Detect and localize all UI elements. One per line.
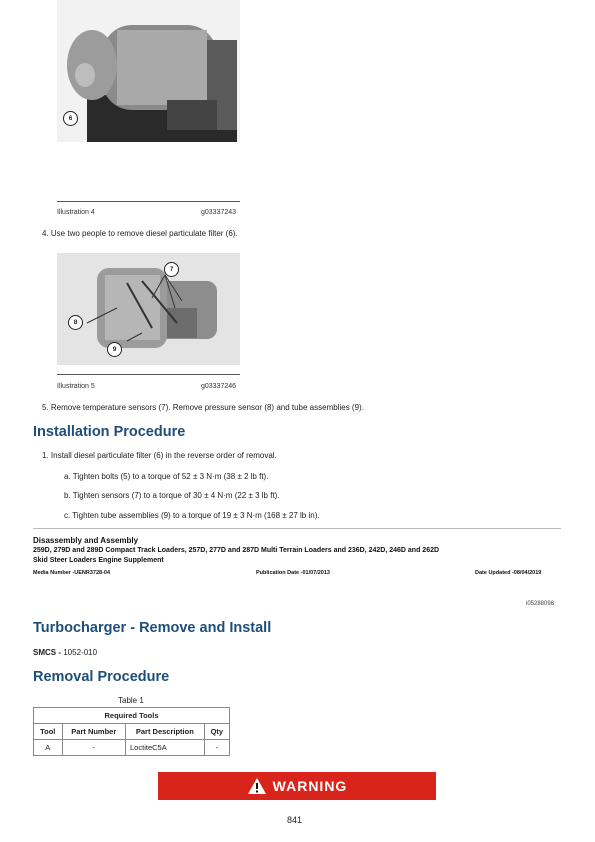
document-subtitle-1: 259D, 279D and 289D Compact Track Loaders, 257D, 277D and 287D Multi Terrain Loaders and 236D, 242D, 246D and 262D [33, 547, 440, 554]
illustration-4-label: Illustration 4 [57, 209, 95, 216]
media-number: Media Number -UENR3728-04 [33, 570, 111, 576]
illustration-4-image [57, 0, 240, 142]
publication-date: Publication Date -01/07/2013 [256, 570, 330, 576]
step-5: 5. Remove temperature sensors (7). Remove pressure sensor (8) and tube assemblies (9). [42, 403, 364, 412]
column-header-tool: Tool [34, 724, 63, 740]
column-header-part-description: Part Description [126, 724, 205, 740]
callout-8: 8 [68, 315, 83, 330]
column-header-part-number: Part Number [62, 724, 125, 740]
illustration-5-image [57, 253, 240, 365]
cell-tool: A [34, 740, 63, 756]
smcs-value: 1052-010 [63, 648, 98, 657]
installation-substep-c: c. Tighten tube assemblies (9) to a torque of 19 ± 3 N·m (168 ± 27 lb in). [64, 511, 320, 520]
callout-7: 7 [164, 262, 179, 277]
cell-qty: - [204, 740, 229, 756]
warning-label: WARNING [272, 778, 348, 794]
table-row [34, 740, 230, 756]
callout-6: 6 [63, 111, 78, 126]
column-header-qty: Qty [204, 724, 229, 740]
callout-9: 9 [107, 342, 122, 357]
document-id: i05288098 [526, 601, 555, 607]
installation-substep-b: b. Tighten sensors (7) to a torque of 30 ± 4 N·m (22 ± 3 lb ft). [64, 491, 280, 500]
smcs-line [33, 648, 97, 657]
step-4: 4. Use two people to remove diesel particulate filter (6). [42, 229, 238, 238]
table-title: Required Tools [34, 708, 230, 724]
warning-banner [158, 772, 436, 800]
warning-triangle-icon [247, 777, 267, 795]
installation-step-1: 1. Install diesel particulate filter (6) in the reverse order of removal. [42, 451, 277, 460]
removal-heading: Removal Procedure [33, 669, 170, 685]
cell-part-description: LoctiteC5A [126, 740, 205, 756]
cell-part-number: - [62, 740, 125, 756]
date-updated: Date Updated -08/04/2019 [475, 570, 542, 576]
turbocharger-heading: Turbocharger - Remove and Install [33, 620, 272, 636]
illustration-4-rule [57, 201, 240, 202]
required-tools-table [33, 707, 230, 756]
section-divider [33, 528, 561, 529]
illustration-5-label: Illustration 5 [57, 383, 95, 390]
document-subtitle-2: Skid Steer Loaders Engine Supplement [33, 557, 164, 564]
smcs-label: SMCS - [33, 648, 64, 657]
table-caption: Table 1 [118, 696, 144, 705]
installation-heading: Installation Procedure [33, 424, 186, 440]
illustration-5-rule [57, 374, 240, 375]
installation-substep-a: a. Tighten bolts (5) to a torque of 52 ± 3 N·m (38 ± 2 lb ft). [64, 472, 269, 481]
illustration-5-code: g03337246 [201, 383, 237, 390]
document-title: Disassembly and Assembly [33, 536, 139, 545]
page-number: 841 [287, 815, 303, 825]
illustration-4-code: g03337243 [201, 209, 237, 216]
